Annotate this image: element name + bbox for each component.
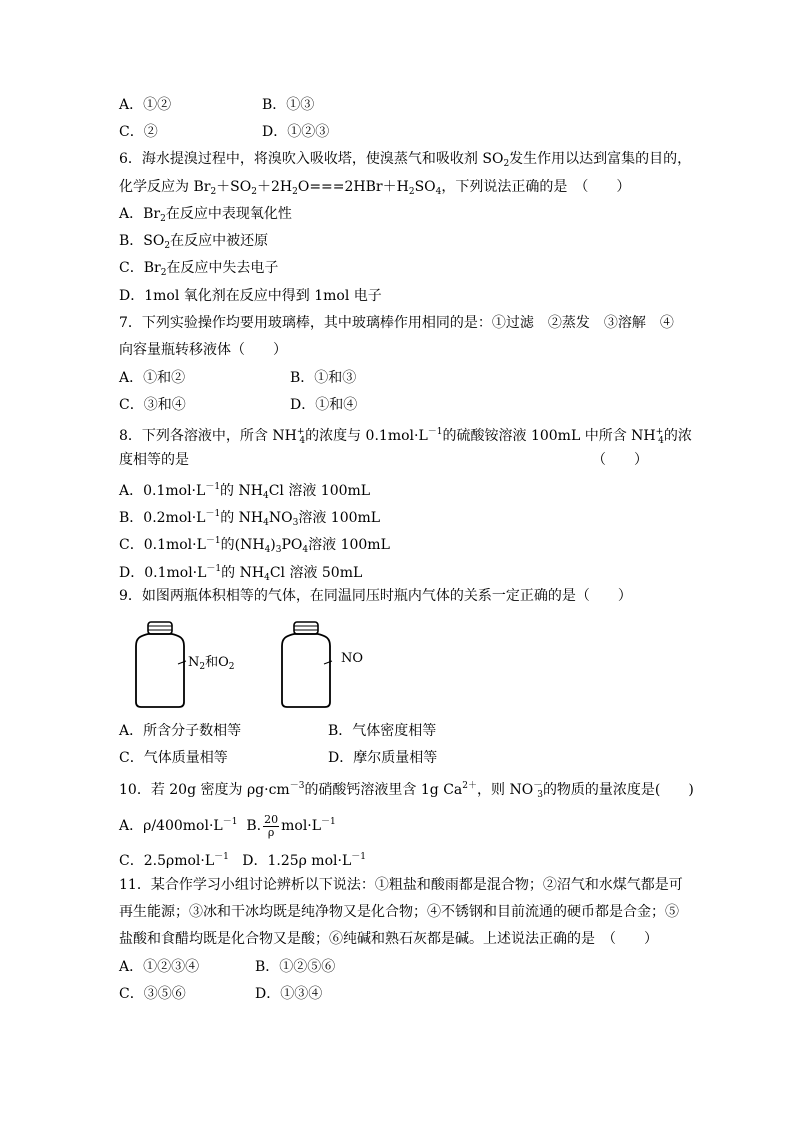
q7-option-d: D．①和④ (290, 397, 358, 413)
q5-option-c: C．② (119, 124, 158, 140)
q6-option-d: D．1mol 氧化剂在反应中得到 1mol 电子 (119, 288, 382, 304)
q8-stem-line2: 度相等的是 (119, 452, 189, 468)
q5-option-b: B．①③ (262, 97, 315, 113)
q8-option-b: B．$0.2mol\cdot L^{-1}$的 $NH_4NO_3$溶液 100mL (119, 509, 381, 528)
q10-option-cd: C．$2.5\rho mol\cdot L^{-1}$ D．1.25ρ $mol\cdot L^{-1}$ (119, 852, 366, 869)
q8-option-a: A．$0.1mol\cdot L^{-1}$的 $NH_4Cl$ 溶液 100mL (119, 482, 371, 501)
q7-option-c: C．③和④ (119, 397, 186, 413)
q10-fraction: $\frac{20}{\rho}$ (264, 812, 279, 839)
q7-stem-line1: 7．下列实验操作均要用玻璃棒，其中玻璃棒作用相同的是：①过滤 ②蒸发 ③溶解 ④ (119, 315, 674, 331)
q7-stem-line2: 向容量瓶转移液体（ ） (119, 342, 287, 358)
q8-option-d: D．$0.1mol\cdot L^{-1}$的 $NH_4Cl$ 溶液 50mL (119, 564, 363, 583)
q6-option-c: C．$Br_2$在反应中失去电子 (119, 260, 279, 278)
q8-option-c: C．$0.1mol\cdot L^{-1}$的$(NH_4)_3PO_4$溶液 100mL (119, 536, 390, 555)
q6-option-a: A．$Br_2$在反应中表现氧化性 (119, 206, 292, 224)
q11-option-b: B．①②⑤⑥ (255, 959, 336, 975)
q6-option-b: B．$SO_2$在反应中被还原 (119, 233, 269, 251)
q11-option-a: A．①②③④ (119, 959, 200, 975)
q6-stem-line1: 6．海水提溴过程中，将溴吹入吸收塔，使溴蒸气和吸收剂 $SO_2$发生作用以达到富集的目的， (119, 151, 692, 169)
q11-stem-line1: 11．某合作学习小组讨论辨析以下说法：①粗盐和酸雨都是混合物；②沼气和水煤气都是可 (119, 877, 683, 893)
q6-stem-line2: 化学反应为 $Br_2+SO_2+2H_2O===2HBr+H_2SO_4$，下列说法正确的是 （ ） (119, 179, 631, 197)
q11-stem-line2: 再生能源；③冰和干冰均既是纯净物又是化合物；④不锈钢和目前流通的硬币都是合金；⑤ (119, 904, 679, 920)
q11-option-d: D．①③④ (255, 986, 323, 1002)
bottle-right-label: NO (341, 651, 364, 666)
bottle-right-figure (276, 618, 336, 710)
q9-stem: 9．如图两瓶体积相等的气体，在同温同压时瓶内气体的关系一定正确的是（ ） (119, 588, 632, 604)
q5-option-d: D．①②③ (262, 124, 330, 140)
q11-stem-line3: 盐酸和食醋均既是化合物又是酸；⑥纯碱和熟石灰都是碱。上述说法正确的是 （ ） (119, 931, 658, 947)
q7-option-a: A．①和② (119, 370, 186, 386)
q10-option-ab: A．$\rho/400mol\cdot L^{-1}$ B. $\frac{20}{\rho}$ $mol\cdot L^{-1}$ (119, 812, 336, 839)
q8-answer-paren: （ ） (592, 452, 648, 468)
q8-stem-line1: 8．下列各溶液中，所含 $NH^+_4$的浓度与 $0.1mol\cdot L^{-1}$的硫酸铵溶液 100mL 中所含 $NH^+_4$的浓 (119, 427, 692, 446)
q9-option-b: B．气体密度相等 (328, 723, 437, 739)
q9-option-c: C．气体质量相等 (119, 750, 228, 766)
q10-stem: 10．若 20g 密度为 $\rho g\cdot cm^{-3}$的硝酸钙溶液里含 1g $Ca^{2+}$，则 $NO^-_3$的物质的量浓度是( ) (119, 781, 694, 800)
bottle-left-label: $N_2$和$O_2$ (188, 655, 235, 672)
q11-option-c: C．③⑤⑥ (119, 986, 186, 1002)
q9-option-d: D．摩尔质量相等 (328, 750, 438, 766)
bottle-left-figure (130, 618, 190, 710)
q7-option-b: B．①和③ (290, 370, 357, 386)
q9-option-a: A．所含分子数相等 (119, 723, 242, 739)
q5-option-a: A．①② (119, 97, 172, 113)
